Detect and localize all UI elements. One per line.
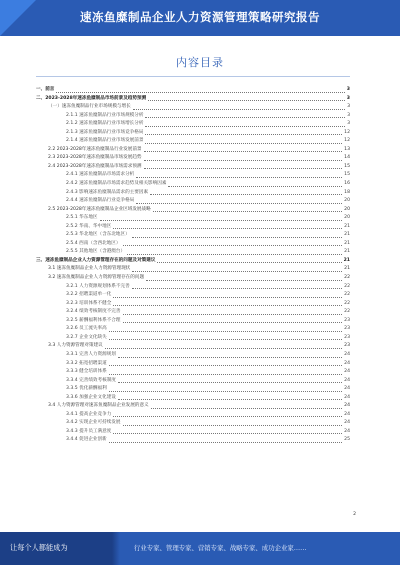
- toc-leader-dots: [118, 398, 342, 400]
- toc-entry-title: 3.2 速冻鱼糜制品企业人力资源管理存在的问题: [48, 275, 145, 281]
- toc-entry-page: 21: [344, 249, 350, 255]
- toc-entry-page: 23: [344, 334, 350, 340]
- toc-leader-dots: [145, 125, 345, 127]
- toc-entry-title: 2.4 2023-2028年速冻鱼糜制品市场需求预测: [48, 163, 142, 169]
- toc-entry[interactable]: [36, 317, 350, 326]
- toc-entry-title: 3.4 人力资源管理对速冻鱼糜制品企业发展的意义: [48, 403, 149, 409]
- toc-entry-title: 2.4.2 速冻鱼糜制品市场需求趋势及相关影响因素: [66, 181, 167, 187]
- toc-entry[interactable]: [36, 308, 350, 317]
- toc-entry-title: 2.5.5 其他地区（含港澳台）: [66, 249, 126, 255]
- toc-entry[interactable]: [36, 112, 350, 121]
- toc-entry-title: 三、速冻鱼糜制品企业人力资源管理存在的问题及对策建议: [36, 257, 156, 263]
- footer-slogan: 让每个人都能成为: [10, 543, 68, 552]
- table-of-contents: [36, 86, 350, 445]
- toc-entry[interactable]: [36, 385, 350, 394]
- toc-entry-title: 2.1.4 速冻鱼糜制品行业市场发展前景: [66, 138, 144, 144]
- toc-entry-page: 24: [344, 360, 350, 366]
- toc-entry[interactable]: [36, 411, 350, 420]
- toc-entry-page: 24: [344, 351, 350, 357]
- toc-leader-dots: [100, 219, 343, 221]
- toc-entry[interactable]: [36, 163, 350, 172]
- toc-leader-dots: [123, 321, 343, 323]
- toc-entry-page: 24: [344, 428, 350, 434]
- toc-entry-page: 14: [344, 155, 350, 161]
- toc-leader-dots: [157, 261, 341, 263]
- toc-leader-dots: [109, 390, 342, 392]
- toc-entry-title: 2.1.3 速冻鱼糜制品行业市场竞争格局: [66, 129, 144, 135]
- toc-entry-title: 3.4.2 实现企业可持续发展: [66, 420, 121, 426]
- toc-entry-page: 3: [346, 87, 350, 92]
- toc-entry-page: 15: [344, 172, 350, 178]
- toc-entry[interactable]: [36, 189, 350, 198]
- toc-entry[interactable]: [36, 197, 350, 206]
- toc-entry-title: 2.4.4 速冻鱼糜制品行业竞争格局: [66, 198, 135, 204]
- toc-entry-page: 23: [344, 326, 350, 332]
- toc-entry-title: 2.5.4 西南（含西北地区）: [66, 240, 121, 246]
- toc-entry-title: 3.2.7 企业文化缺失: [66, 334, 107, 340]
- footer-banner: [0, 532, 400, 565]
- toc-entry-title: 3.3 人力资源管理对策建议: [48, 343, 103, 349]
- toc-entry[interactable]: [36, 402, 350, 411]
- toc-leader-dots: [109, 364, 342, 366]
- toc-entry-page: 21: [343, 257, 350, 263]
- toc-leader-dots: [145, 133, 342, 135]
- toc-entry[interactable]: [36, 436, 350, 445]
- toc-entry-page: 21: [344, 266, 350, 272]
- toc-entry-title: 3.3.1 完善人力资源规划: [66, 351, 116, 357]
- footer-tagline: 行业专家、管理专家、营销专家、战略专家、成功企业家……: [134, 544, 307, 552]
- toc-entry[interactable]: [36, 223, 350, 232]
- toc-entry[interactable]: [36, 334, 350, 343]
- toc-entry-title: 2.5 2023-2028年速冻鱼糜制品企业区域发展战略: [48, 206, 151, 212]
- toc-leader-dots: [118, 356, 342, 358]
- toc-entry[interactable]: [36, 231, 350, 240]
- toc-entry-title: 3.2.6 员工流失率高: [66, 326, 107, 332]
- toc-entry[interactable]: [36, 240, 350, 249]
- toc-entry[interactable]: [36, 283, 350, 292]
- toc-leader-dots: [144, 159, 343, 161]
- toc-leader-dots: [151, 407, 342, 409]
- toc-entry-page: 20: [344, 206, 350, 212]
- toc-leader-dots: [105, 347, 342, 349]
- divider: [36, 76, 350, 77]
- toc-entry[interactable]: [36, 86, 350, 95]
- toc-entry[interactable]: [36, 257, 350, 266]
- toc-entry-title: 3.3.2 拓宽招聘渠道: [66, 360, 107, 366]
- toc-entry-title: 二、2023-2028年速冻鱼糜制品市场前景及趋势预测: [36, 95, 147, 101]
- page-number: 2: [353, 512, 356, 517]
- toc-entry-page: 13: [344, 146, 350, 152]
- toc-leader-dots: [168, 185, 342, 187]
- toc-entry-page: 22: [344, 292, 350, 298]
- toc-leader-dots: [113, 432, 342, 434]
- toc-entry[interactable]: [36, 419, 350, 428]
- toc-entry-page: 3: [346, 95, 350, 101]
- toc-entry-page: 12: [344, 138, 350, 144]
- toc-leader-dots: [123, 244, 343, 246]
- toc-leader-dots: [113, 227, 342, 229]
- toc-entry[interactable]: [36, 180, 350, 189]
- toc-entry-title: 2.4.1 速冻鱼糜制品市场需求分析: [66, 172, 135, 178]
- toc-entry-title: 3.1 速冻鱼糜制品企业人力资源管理现状: [48, 266, 131, 272]
- toc-entry-page: 20: [344, 198, 350, 204]
- toc-entry[interactable]: [36, 300, 350, 309]
- toc-entry-title: （一）速冻鱼糜制品行业市场规模与增长: [48, 104, 131, 110]
- toc-leader-dots: [136, 202, 342, 204]
- toc-entry-page: 25: [344, 437, 350, 443]
- toc-leader-dots: [132, 287, 342, 289]
- toc-leader-dots: [153, 210, 342, 212]
- report-header: [0, 0, 400, 36]
- toc-leader-dots: [113, 304, 342, 306]
- toc-leader-dots: [56, 91, 344, 93]
- toc-entry[interactable]: [36, 325, 350, 334]
- toc-entry-title: 3.4.4 促进企业创新: [66, 437, 107, 443]
- toc-entry-title: 2.2 2023-2028年速冻鱼糜制品行业发展前景: [48, 146, 142, 152]
- toc-leader-dots: [150, 193, 342, 195]
- toc-heading: 内容目录: [176, 56, 224, 69]
- toc-entry[interactable]: [36, 120, 350, 129]
- toc-entry-title: 2.3 2023-2028年速冻鱼糜制品市场发展趋势: [48, 155, 142, 161]
- toc-entry-page: 24: [344, 369, 350, 375]
- toc-entry[interactable]: [36, 394, 350, 403]
- toc-entry-title: 2.1.2 速冻鱼糜制品行业市场增长分析: [66, 121, 144, 127]
- toc-entry[interactable]: [36, 171, 350, 180]
- toc-entry-page: 23: [344, 317, 350, 323]
- toc-entry-title: 3.2.5 薪酬福利体系不合理: [66, 317, 121, 323]
- toc-entry-page: 22: [344, 275, 350, 281]
- toc-entry-page: 22: [344, 309, 350, 315]
- toc-entry-title: 2.1.1 速冻鱼糜制品行业市场规模分析: [66, 112, 144, 118]
- toc-leader-dots: [136, 176, 342, 178]
- toc-entry-page: 22: [344, 300, 350, 306]
- toc-entry-title: 3.2.1 人力资源规划体系不完善: [66, 283, 130, 289]
- toc-leader-dots: [145, 142, 342, 144]
- toc-leader-dots: [109, 441, 342, 443]
- report-title: 速冻鱼糜制品企业人力资源管理策略研究报告: [80, 10, 320, 24]
- toc-leader-dots: [146, 279, 342, 281]
- toc-entry[interactable]: [36, 103, 350, 112]
- toc-entry[interactable]: [36, 154, 350, 163]
- toc-entry[interactable]: [36, 206, 350, 215]
- toc-entry-page: 22: [344, 283, 350, 289]
- toc-entry[interactable]: [36, 351, 350, 360]
- toc-entry-title: 3.2.2 招聘渠道单一化: [66, 292, 112, 298]
- toc-entry-page: 16: [344, 181, 350, 187]
- toc-entry-title: 3.3.5 优化薪酬福利: [66, 386, 107, 392]
- toc-leader-dots: [144, 150, 343, 152]
- toc-entry[interactable]: [36, 377, 350, 386]
- toc-entry-title: 3.3.4 完善绩效考核制度: [66, 377, 116, 383]
- toc-leader-dots: [109, 338, 342, 340]
- toc-entry-page: 24: [344, 386, 350, 392]
- toc-entry-title: 3.4.1 提高企业竞争力: [66, 411, 112, 417]
- toc-leader-dots: [118, 381, 342, 383]
- toc-leader-dots: [133, 108, 345, 110]
- toc-entry[interactable]: [36, 368, 350, 377]
- toc-entry[interactable]: [36, 146, 350, 155]
- toc-entry-title: 2.4.3 影响速冻鱼糜制品需求的主要因素: [66, 189, 149, 195]
- toc-entry-page: 20: [344, 215, 350, 221]
- toc-entry-title: 2.5.3 华北地区（含东北地区）: [66, 232, 130, 238]
- toc-entry-title: 3.4.3 提升员工满意度: [66, 428, 112, 434]
- toc-leader-dots: [123, 424, 343, 426]
- toc-entry-title: 2.5.1 华东地区: [66, 215, 98, 221]
- toc-leader-dots: [113, 415, 342, 417]
- toc-leader-dots: [109, 330, 342, 332]
- toc-entry-title: 3.3.6 加强企业文化建设: [66, 394, 116, 400]
- toc-entry[interactable]: [36, 342, 350, 351]
- toc-entry-page: 24: [344, 377, 350, 383]
- toc-leader-dots: [109, 373, 342, 375]
- footer-divider: [112, 532, 120, 565]
- toc-entry[interactable]: [36, 248, 350, 257]
- toc-entry-page: 21: [344, 240, 350, 246]
- toc-leader-dots: [144, 167, 343, 169]
- toc-entry-page: 3: [347, 104, 350, 110]
- toc-entry[interactable]: [36, 129, 350, 138]
- toc-leader-dots: [148, 99, 345, 101]
- toc-entry-page: 12: [344, 129, 350, 135]
- toc-entry[interactable]: [36, 214, 350, 223]
- toc-entry[interactable]: [36, 95, 350, 104]
- toc-entry[interactable]: [36, 137, 350, 146]
- toc-entry-title: 3.2.3 培训体系不健全: [66, 300, 112, 306]
- toc-entry-title: 3.3.3 健全培训体系: [66, 369, 107, 375]
- toc-entry-page: 3: [347, 112, 350, 118]
- toc-entry[interactable]: [36, 291, 350, 300]
- toc-entry-page: 21: [344, 232, 350, 238]
- toc-entry-page: 24: [344, 420, 350, 426]
- toc-leader-dots: [127, 253, 342, 255]
- toc-entry-page: 24: [344, 411, 350, 417]
- toc-leader-dots: [132, 236, 342, 238]
- toc-entry-title: 一、前言: [36, 87, 55, 92]
- toc-entry[interactable]: [36, 360, 350, 369]
- toc-entry-page: 3: [347, 121, 350, 127]
- toc-entry-title: 3.2.4 绩效考核制度不完善: [66, 309, 121, 315]
- toc-entry[interactable]: [36, 428, 350, 437]
- toc-entry-title: 2.5.2 华南、华中地区: [66, 223, 112, 229]
- toc-leader-dots: [132, 270, 342, 272]
- toc-entry-page: 24: [344, 403, 350, 409]
- toc-entry-page: 21: [344, 223, 350, 229]
- toc-entry-page: 24: [344, 394, 350, 400]
- toc-entry-page: 15: [344, 163, 350, 169]
- toc-entry-page: 23: [344, 343, 350, 349]
- toc-entry-page: 18: [344, 189, 350, 195]
- toc-entry[interactable]: [36, 265, 350, 274]
- toc-leader-dots: [113, 296, 342, 298]
- toc-leader-dots: [145, 116, 345, 118]
- toc-leader-dots: [123, 313, 343, 315]
- toc-entry[interactable]: [36, 274, 350, 283]
